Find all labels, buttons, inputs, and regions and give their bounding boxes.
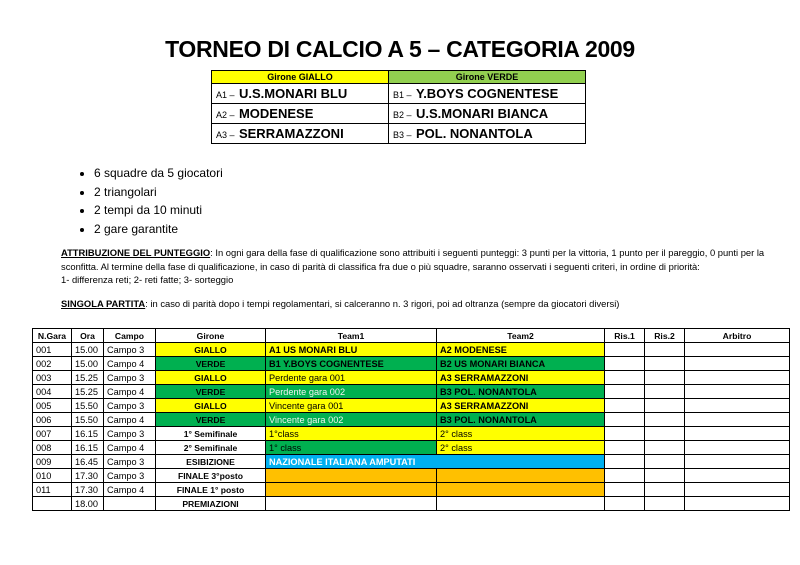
cell-campo: Campo 3 — [104, 371, 156, 385]
cell-ora: 17.30 — [72, 469, 104, 483]
cell-team2: B3 POL. NONANTOLA — [437, 385, 605, 399]
cell-team1: A1 US MONARI BLU — [266, 343, 437, 357]
cell-team2: A3 SERRAMAZZONI — [437, 371, 605, 385]
cell-girone: FINALE 1° posto — [156, 483, 266, 497]
cell-arbitro — [685, 441, 790, 455]
cell-ris1 — [605, 399, 645, 413]
cell-girone: GIALLO — [156, 399, 266, 413]
col-header: Ris.2 — [645, 329, 685, 343]
cell-team2: A2 MODENESE — [437, 343, 605, 357]
cell-num: 001 — [33, 343, 72, 357]
table-row — [33, 413, 790, 427]
cell-ora: 15.25 — [72, 371, 104, 385]
cell-ris1 — [605, 497, 645, 511]
cell-ora: 18.00 — [72, 497, 104, 511]
cell-girone: VERDE — [156, 385, 266, 399]
cell-campo: Campo 4 — [104, 385, 156, 399]
cell-num: 005 — [33, 399, 72, 413]
cell-team1 — [266, 469, 437, 483]
cell-arbitro — [685, 343, 790, 357]
col-header: Campo — [104, 329, 156, 343]
cell-girone: FINALE 3°posto — [156, 469, 266, 483]
team-code: A2 – — [216, 109, 235, 120]
scoring-paragraph — [61, 246, 781, 287]
cell-ris2 — [645, 357, 685, 371]
team-code: A3 – — [216, 129, 235, 140]
table-row — [33, 371, 790, 385]
cell-ris2 — [645, 427, 685, 441]
cell-ris2 — [645, 343, 685, 357]
cell-campo: Campo 3 — [104, 343, 156, 357]
col-header: Girone — [156, 329, 266, 343]
cell-arbitro — [685, 357, 790, 371]
team-code: A1 – — [216, 89, 235, 100]
cell-campo: Campo 3 — [104, 469, 156, 483]
cell-campo: Campo 3 — [104, 455, 156, 469]
cell-ris2 — [645, 399, 685, 413]
team-name: U.S.MONARI BIANCA — [415, 105, 549, 121]
cell-num: 009 — [33, 455, 72, 469]
table-row — [33, 385, 790, 399]
cell-ora: 15.50 — [72, 413, 104, 427]
cell-ris1 — [605, 357, 645, 371]
team-name: SERRAMAZZONI — [238, 125, 344, 141]
team-name: MODENESE — [238, 105, 314, 121]
table-row — [33, 497, 790, 511]
table-row — [33, 483, 790, 497]
team-code: B2 – — [393, 109, 412, 120]
page-title: TORNEO DI CALCIO A 5 – CATEGORIA 2009 — [165, 36, 635, 62]
cell-team1: Vincente gara 002 — [266, 413, 437, 427]
cell-girone: VERDE — [156, 357, 266, 371]
group-yellow-team — [212, 124, 389, 144]
cell-team1 — [266, 497, 437, 511]
cell-num: 004 — [33, 385, 72, 399]
cell-team1 — [266, 483, 437, 497]
cell-team1: Perdente gara 001 — [266, 371, 437, 385]
cell-ris1 — [605, 441, 645, 455]
schedule-table — [32, 328, 790, 511]
cell-team1: 1°class — [266, 427, 437, 441]
info-bullet-list — [74, 164, 223, 238]
cell-arbitro — [685, 469, 790, 483]
cell-team2: B3 POL. NONANTOLA — [437, 413, 605, 427]
cell-exhibition: NAZIONALE ITALIANA AMPUTATI — [266, 455, 605, 469]
cell-team2: 2° class — [437, 441, 605, 455]
cell-girone: ESIBIZIONE — [156, 455, 266, 469]
cell-ora: 16.15 — [72, 427, 104, 441]
col-header: Ris.1 — [605, 329, 645, 343]
cell-ora: 16.15 — [72, 441, 104, 455]
col-header: Team1 — [266, 329, 437, 343]
cell-ris2 — [645, 469, 685, 483]
table-row — [33, 441, 790, 455]
scoring-heading: ATTRIBUZIONE DEL PUNTEGGIO — [61, 247, 211, 258]
col-header: Arbitro — [685, 329, 790, 343]
cell-ris2 — [645, 413, 685, 427]
table-row — [33, 455, 790, 469]
cell-ora: 17.30 — [72, 483, 104, 497]
cell-girone: PREMIAZIONI — [156, 497, 266, 511]
cell-num: 008 — [33, 441, 72, 455]
cell-ris1 — [605, 385, 645, 399]
col-header: N.Gara — [33, 329, 72, 343]
team-name: Y.BOYS COGNENTESE — [415, 85, 559, 101]
group-yellow-team — [212, 84, 389, 104]
cell-num: 011 — [33, 483, 72, 497]
cell-ris2 — [645, 385, 685, 399]
schedule-header-row — [33, 329, 790, 343]
cell-team2: 2° class — [437, 427, 605, 441]
cell-ris1 — [605, 371, 645, 385]
bullet-item: • 2 tempi da 10 minuti — [94, 201, 223, 220]
table-row — [33, 469, 790, 483]
table-row — [33, 427, 790, 441]
cell-team2 — [437, 483, 605, 497]
cell-ris1 — [605, 483, 645, 497]
table-row — [33, 399, 790, 413]
cell-ora: 15.00 — [72, 343, 104, 357]
group-green-header: Girone VERDE — [389, 71, 586, 84]
cell-arbitro — [685, 483, 790, 497]
cell-campo: Campo 3 — [104, 399, 156, 413]
cell-team1: Perdente gara 002 — [266, 385, 437, 399]
cell-campo: Campo 4 — [104, 441, 156, 455]
match-paragraph — [61, 297, 781, 311]
cell-num: 007 — [33, 427, 72, 441]
team-code: B1 – — [393, 89, 412, 100]
cell-ris1 — [605, 427, 645, 441]
cell-girone: GIALLO — [156, 371, 266, 385]
scoring-text: : In ogni gara della fase di qualificazione sono attribuiti i seguenti punteggi: 3 punti per la vittoria, 1 punto per il pareggio, 0 punti per la sconfitta. Al termine della fase di qualificazione, in caso di parità di classifica fra due o più squadre, saranno osservati i seguenti criteri, in ordine di priorità: — [61, 247, 765, 272]
cell-ris2 — [645, 483, 685, 497]
cell-num: 006 — [33, 413, 72, 427]
table-row — [33, 343, 790, 357]
group-yellow-team — [212, 104, 389, 124]
bullet-item: • 2 triangolari — [94, 183, 223, 202]
match-heading: SINGOLA PARTITA — [61, 298, 146, 309]
cell-campo: Campo 3 — [104, 427, 156, 441]
cell-ris2 — [645, 371, 685, 385]
cell-num: 002 — [33, 357, 72, 371]
cell-num: 010 — [33, 469, 72, 483]
cell-team2 — [437, 497, 605, 511]
cell-arbitro — [685, 399, 790, 413]
group-green-team — [389, 104, 586, 124]
cell-team2 — [437, 469, 605, 483]
cell-ris2 — [645, 441, 685, 455]
match-text: : in caso di parità dopo i tempi regolamentari, si calceranno n. 3 rigori, poi ad oltranza (sempre da giocatori diversi) — [145, 298, 620, 309]
cell-ris1 — [605, 455, 645, 469]
cell-girone: VERDE — [156, 413, 266, 427]
cell-team2: A3 SERRAMAZZONI — [437, 399, 605, 413]
cell-ris2 — [645, 497, 685, 511]
cell-team2: B2 US MONARI BIANCA — [437, 357, 605, 371]
cell-girone: GIALLO — [156, 343, 266, 357]
cell-num: 003 — [33, 371, 72, 385]
cell-campo — [104, 497, 156, 511]
cell-ora: 15.50 — [72, 399, 104, 413]
team-name: POL. NONANTOLA — [415, 125, 533, 141]
cell-ora: 16.45 — [72, 455, 104, 469]
col-header: Team2 — [437, 329, 605, 343]
cell-arbitro — [685, 497, 790, 511]
cell-arbitro — [685, 427, 790, 441]
groups-table — [211, 70, 586, 144]
cell-girone: 2° Semifinale — [156, 441, 266, 455]
cell-ris1 — [605, 343, 645, 357]
cell-team1: Vincente gara 001 — [266, 399, 437, 413]
cell-arbitro — [685, 385, 790, 399]
cell-num — [33, 497, 72, 511]
cell-team1: B1 Y.BOYS COGNENTESE — [266, 357, 437, 371]
cell-arbitro — [685, 371, 790, 385]
cell-ris1 — [605, 469, 645, 483]
cell-ora: 15.00 — [72, 357, 104, 371]
team-code: B3 – — [393, 129, 412, 140]
cell-arbitro — [685, 413, 790, 427]
cell-campo: Campo 4 — [104, 483, 156, 497]
group-green-team — [389, 84, 586, 104]
cell-ris1 — [605, 413, 645, 427]
cell-campo: Campo 4 — [104, 413, 156, 427]
cell-girone: 1° Semifinale — [156, 427, 266, 441]
col-header: Ora — [72, 329, 104, 343]
table-row — [33, 357, 790, 371]
cell-campo: Campo 4 — [104, 357, 156, 371]
bullet-item: • 2 gare garantite — [94, 220, 223, 239]
cell-team1: 1° class — [266, 441, 437, 455]
group-green-team — [389, 124, 586, 144]
cell-ora: 15.25 — [72, 385, 104, 399]
cell-ris2 — [645, 455, 685, 469]
criteria-text: 1- differenza reti; 2- reti fatte; 3- sorteggio — [61, 274, 234, 285]
bullet-item: • 6 squadre da 5 giocatori — [94, 164, 223, 183]
team-name: U.S.MONARI BLU — [238, 85, 348, 101]
group-yellow-header: Girone GIALLO — [212, 71, 389, 84]
cell-arbitro — [685, 455, 790, 469]
